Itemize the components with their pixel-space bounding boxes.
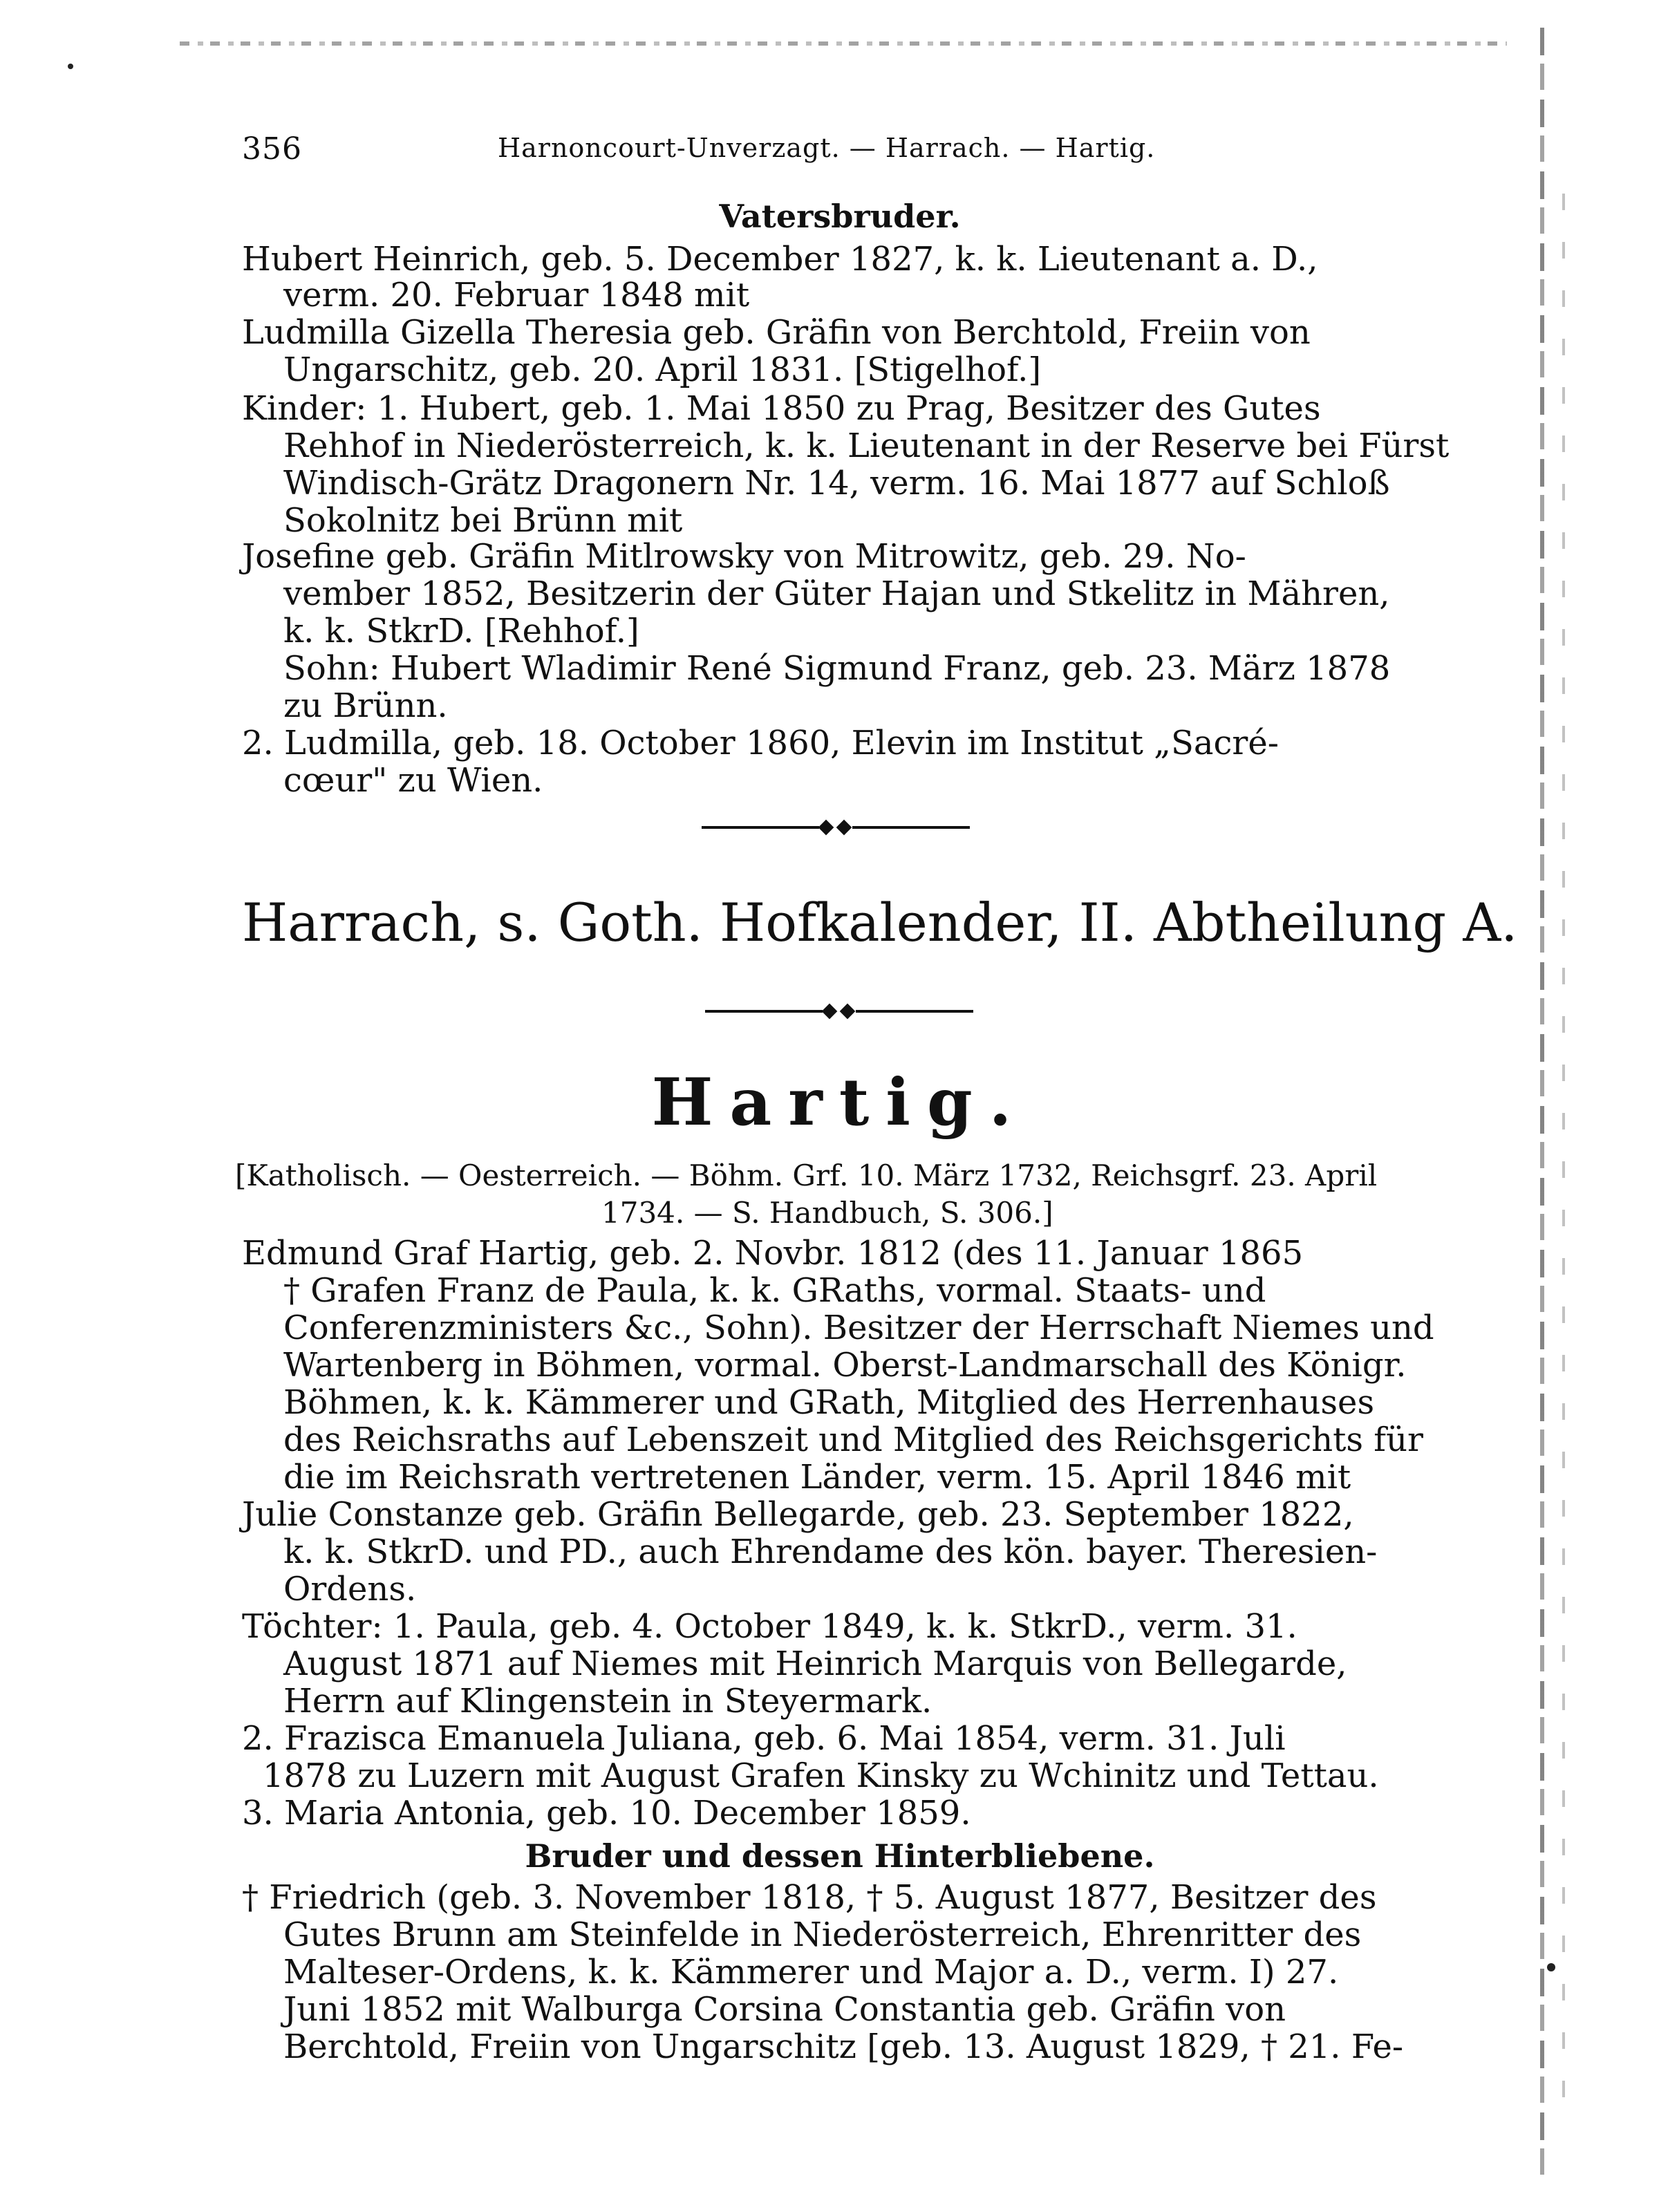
text-line: Ungarschitz, geb. 20. April 1831. [Stigelhof.]	[283, 350, 1042, 389]
scan-speck	[68, 64, 73, 69]
text-line: Edmund Graf Hartig, geb. 2. Novbr. 1812 (des 11. Januar 1865	[242, 1234, 1304, 1273]
ornamental-divider	[705, 1004, 982, 1018]
text-line: 2. Frazisca Emanuela Juliana, geb. 6. Mai 1854, verm. 31. Juli	[242, 1719, 1286, 1758]
text-line: † Friedrich (geb. 3. November 1818, † 5. August 1877, Besitzer des	[242, 1878, 1377, 1917]
text-line: August 1871 auf Niemes mit Heinrich Marquis von Bellegarde,	[283, 1644, 1347, 1683]
text-line: Herrn auf Klingenstein in Steyermark.	[283, 1682, 932, 1721]
text-line: Josefine geb. Gräfin Mitlrowsky von Mitrowitz, geb. 29. No-	[242, 537, 1246, 576]
section-heading-bruder: Bruder und dessen Hinterbliebene.	[525, 1837, 1155, 1875]
text-line: zu Brünn.	[283, 686, 448, 725]
text-line: Conferenzministers &c., Sohn). Besitzer der Herrschaft Niemes und	[283, 1309, 1434, 1347]
text-line: Sokolnitz bei Brünn mit	[283, 501, 683, 540]
text-line: Windisch-Grätz Dragonern Nr. 14, verm. 16. Mai 1877 auf Schloß	[283, 464, 1390, 503]
scan-speck	[1547, 1963, 1555, 1971]
ornamental-divider	[702, 821, 978, 834]
text-line: 1878 zu Luzern mit August Grafen Kinsky zu Wchinitz und Tettau.	[263, 1756, 1379, 1795]
text-line: k. k. StkrD. [Rehhof.]	[283, 612, 639, 650]
section-title-hartig: Hartig.	[651, 1065, 1029, 1141]
text-line: Gutes Brunn am Steinfelde in Niederösterreich, Ehrenritter des	[283, 1915, 1362, 1954]
text-line: Malteser-Ordens, k. k. Kämmerer und Major a. D., verm. I) 27.	[283, 1953, 1339, 1991]
scan-edge-right	[1540, 28, 1544, 2184]
text-line: Kinder: 1. Hubert, geb. 1. Mai 1850 zu Prag, Besitzer des Gutes	[242, 389, 1321, 428]
text-line: Böhmen, k. k. Kämmerer und GRath, Mitglied des Herrenhauses	[283, 1383, 1375, 1422]
text-line: Ludmilla Gizella Theresia geb. Gräfin von Berchtold, Freiin von	[242, 313, 1311, 352]
running-title: Harnoncourt-Unverzagt. — Harrach. — Hartig.	[498, 133, 1156, 163]
text-line: † Grafen Franz de Paula, k. k. GRaths, vormal. Staats- und	[283, 1271, 1266, 1310]
text-line: Sohn: Hubert Wladimir René Sigmund Franz, geb. 23. März 1878	[283, 649, 1391, 688]
scan-edge-right-inner	[1562, 194, 1565, 2129]
section-title-harrach: Harrach, s. Goth. Hofkalender, II. Abtheilung A.	[242, 892, 1518, 953]
page-number: 356	[242, 131, 302, 167]
page-header	[242, 124, 1472, 173]
text-line: des Reichsraths auf Lebenszeit und Mitglied des Reichsgerichts für	[283, 1421, 1423, 1459]
scan-edge-top	[180, 41, 1507, 46]
text-line: Berchtold, Freiin von Ungarschitz [geb. 13. August 1829, † 21. Fe-	[283, 2027, 1404, 2066]
text-line: Julie Constanze geb. Gräfin Bellegarde, geb. 23. September 1822,	[242, 1495, 1354, 1534]
text-line: 3. Maria Antonia, geb. 10. December 1859.	[242, 1794, 971, 1833]
text-line: k. k. StkrD. und PD., auch Ehrendame des kön. bayer. Theresien-	[283, 1533, 1378, 1571]
text-line: 2. Ludmilla, geb. 18. October 1860, Elevin im Institut „Sacré-	[242, 724, 1279, 762]
text-line: Juni 1852 mit Walburga Corsina Constantia geb. Gräfin von	[283, 1990, 1286, 2029]
text-line: vember 1852, Besitzerin der Güter Hajan und Stkelitz in Mähren,	[283, 574, 1390, 613]
text-line: die im Reichsrath vertretenen Länder, verm. 15. April 1846 mit	[283, 1458, 1351, 1497]
text-line: Töchter: 1. Paula, geb. 4. October 1849, k. k. StkrD., verm. 31.	[242, 1607, 1297, 1646]
text-line: Rehhof in Niederösterreich, k. k. Lieutenant in der Reserve bei Fürst	[283, 427, 1450, 465]
text-line: Hubert Heinrich, geb. 5. December 1827, k. k. Lieutenant a. D.,	[242, 240, 1318, 279]
text-line: 1734. — S. Handbuch, S. 306.]	[601, 1196, 1053, 1230]
section-heading-vatersbruder: Vatersbruder.	[719, 198, 961, 235]
text-line: verm. 20. Februar 1848 mit	[283, 276, 750, 315]
text-line: cœur" zu Wien.	[283, 761, 543, 800]
text-line: Wartenberg in Böhmen, vormal. Oberst-Landmarschall des Königr.	[283, 1346, 1407, 1385]
text-line: Ordens.	[283, 1570, 417, 1609]
text-line: [Katholisch. — Oesterreich. — Böhm. Grf. 10. März 1732, Reichsgrf. 23. April	[235, 1159, 1378, 1192]
